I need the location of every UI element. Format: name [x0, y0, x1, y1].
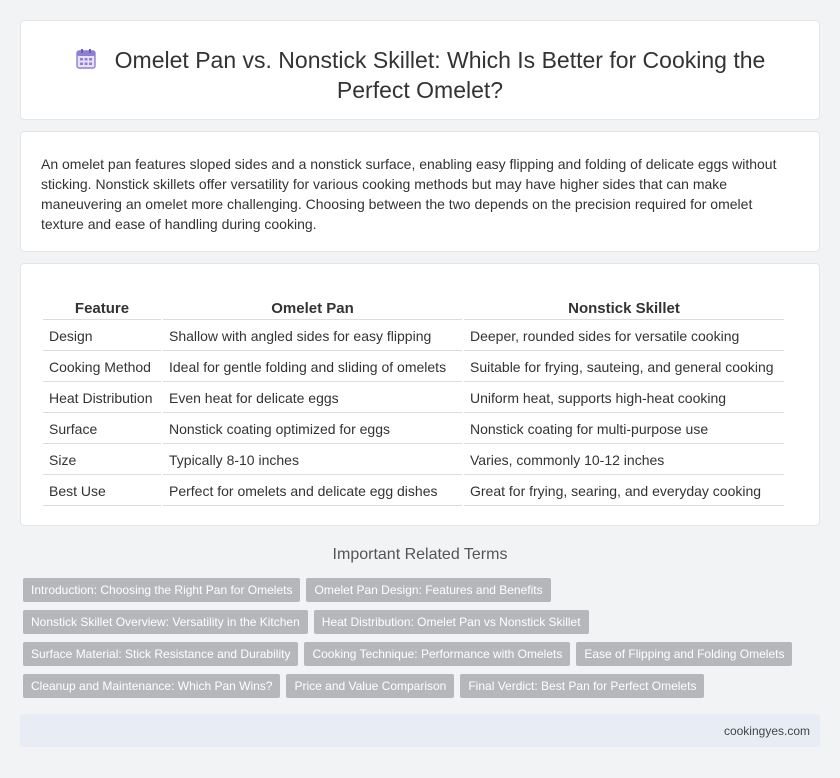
- table-row: [43, 322, 784, 351]
- related-term-tag[interactable]: Price and Value Comparison: [286, 674, 454, 698]
- table-cell: Shallow with angled sides for easy flipping: [163, 322, 462, 351]
- tag-row: [20, 578, 820, 602]
- table-row: [43, 415, 784, 444]
- intro-card: [20, 131, 820, 252]
- title-card: [20, 20, 820, 120]
- intro-paragraph: An omelet pan features sloped sides and a nonstick surface, enabling easy flipping and folding of delicate eggs without sticking. Nonstick skillets offer versatility for various cooking methods but may have higher sides that can make maneuvering an omelet more challenging. Choosing between the two depends on the precision required for omelet texture and ease of handling during cooking.: [41, 156, 777, 232]
- table-cell: Heat Distribution: [43, 384, 161, 413]
- table-cell: Size: [43, 446, 161, 475]
- table-cell: Perfect for omelets and delicate egg dishes: [163, 477, 462, 506]
- table-row: [43, 477, 784, 506]
- related-term-tag[interactable]: Cleanup and Maintenance: Which Pan Wins?: [23, 674, 280, 698]
- table-cell: Suitable for frying, sauteing, and general cooking: [464, 353, 784, 382]
- related-terms-list: [20, 578, 820, 706]
- footer-site-link[interactable]: cookingyes.com: [723, 724, 810, 738]
- table-cell: Even heat for delicate eggs: [163, 384, 462, 413]
- page-title: Omelet Pan vs. Nonstick Skillet: Which Is Better for Cooking the Perfect Omelet?: [114, 47, 766, 103]
- comparison-card: [20, 263, 820, 526]
- header-feature: Feature: [43, 298, 161, 320]
- table-row: [43, 384, 784, 413]
- table-cell: Uniform heat, supports high-heat cooking: [464, 384, 784, 413]
- related-term-tag[interactable]: Surface Material: Stick Resistance and Durability: [23, 642, 298, 666]
- tag-row: [20, 674, 820, 698]
- table-cell: Design: [43, 322, 161, 351]
- related-term-tag[interactable]: Cooking Technique: Performance with Omelets: [304, 642, 570, 666]
- table-cell: Ideal for gentle folding and sliding of omelets: [163, 353, 462, 382]
- related-terms-title: Important Related Terms: [332, 546, 508, 563]
- page-title-wrap: [21, 45, 819, 105]
- table-cell: Varies, commonly 10-12 inches: [464, 446, 784, 475]
- related-term-tag[interactable]: Final Verdict: Best Pan for Perfect Omelets: [460, 674, 704, 698]
- table-cell: Deeper, rounded sides for versatile cooking: [464, 322, 784, 351]
- table-cell: Nonstick coating for multi-purpose use: [464, 415, 784, 444]
- table-cell: Surface: [43, 415, 161, 444]
- comparison-table: [41, 296, 786, 508]
- table-cell: Great for frying, searing, and everyday cooking: [464, 477, 784, 506]
- table-cell: Best Use: [43, 477, 161, 506]
- table-row: [43, 353, 784, 382]
- related-term-tag[interactable]: Introduction: Choosing the Right Pan for Omelets: [23, 578, 300, 602]
- table-cell: Typically 8-10 inches: [163, 446, 462, 475]
- table-header-row: [43, 298, 784, 320]
- table-cell: Nonstick coating optimized for eggs: [163, 415, 462, 444]
- tag-row: [20, 610, 820, 634]
- tag-row: [20, 642, 820, 666]
- related-term-tag[interactable]: Nonstick Skillet Overview: Versatility in the Kitchen: [23, 610, 308, 634]
- header-nonstick-skillet: Nonstick Skillet: [464, 298, 784, 320]
- related-term-tag[interactable]: Heat Distribution: Omelet Pan vs Nonstick Skillet: [314, 610, 589, 634]
- related-term-tag[interactable]: Ease of Flipping and Folding Omelets: [576, 642, 792, 666]
- table-row: [43, 446, 784, 475]
- header-omelet-pan: Omelet Pan: [163, 298, 462, 320]
- footer: [20, 714, 820, 747]
- calendar-icon: [75, 48, 97, 70]
- related-term-tag[interactable]: Omelet Pan Design: Features and Benefits: [306, 578, 550, 602]
- table-cell: Cooking Method: [43, 353, 161, 382]
